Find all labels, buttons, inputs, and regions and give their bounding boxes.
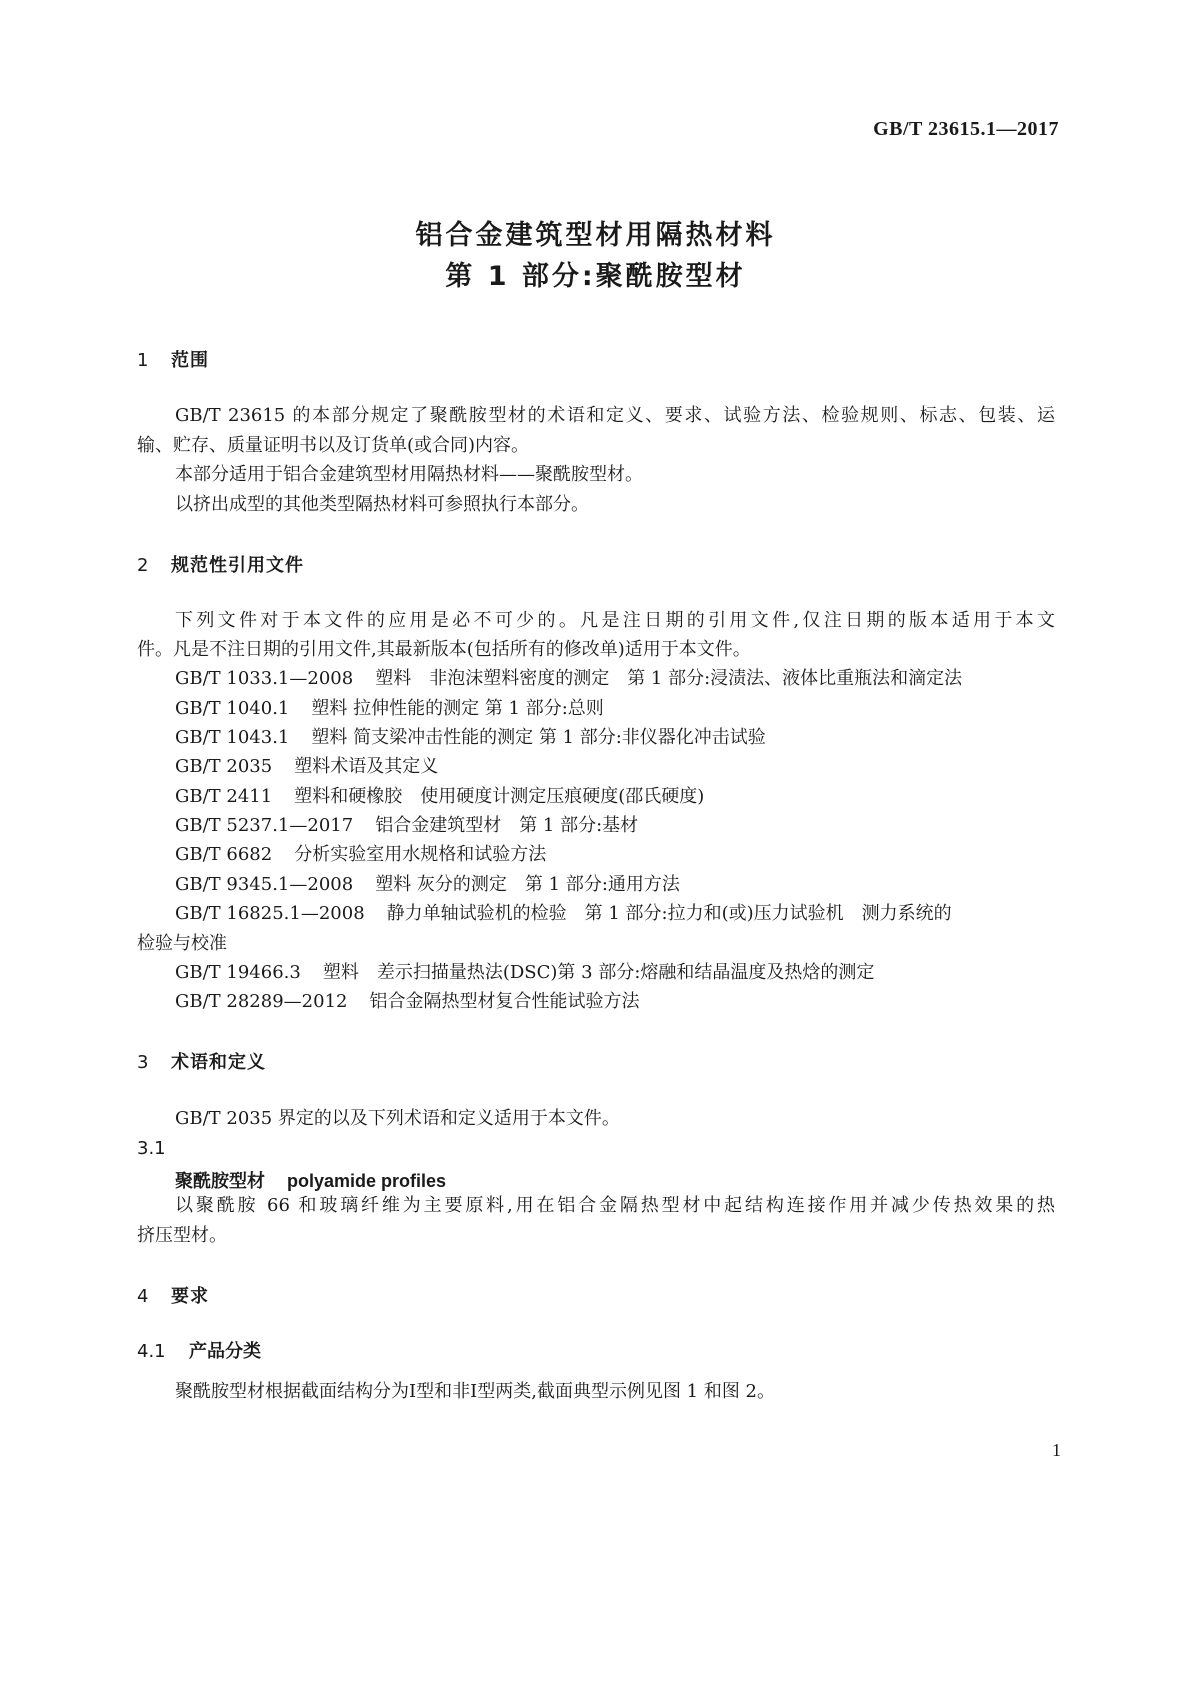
reference-code: GB/T 1043.1 (175, 727, 290, 748)
section-number: 2 (137, 555, 150, 576)
term-number: 3.1 (137, 1138, 166, 1159)
paragraph-line: GB/T 2035 界定的以及下列术语和定义适用于本文件。 (175, 1108, 620, 1129)
reference-title: 塑料 拉伸性能的测定 第 1 部分:总则 (311, 698, 604, 719)
reference-item (175, 664, 1055, 694)
section-1-heading (137, 346, 209, 372)
paragraph-line: GB/T 23615 的本部分规定了聚酰胺型材的术语和定义、要求、试验方法、检验规则、标志、包装、运 (175, 405, 1055, 426)
section-3-heading (137, 1048, 266, 1074)
page-number: 1 (1052, 1440, 1061, 1460)
reference-code: GB/T 2035 (175, 756, 273, 777)
reference-item (175, 811, 1055, 841)
reference-item (175, 694, 1055, 724)
reference-item (175, 899, 1055, 929)
reference-title: 塑料和硬橡胶 使用硬度计测定压痕硬度(邵氏硬度) (294, 786, 705, 807)
reference-item (175, 870, 1055, 900)
reference-item (175, 723, 1055, 753)
reference-code: GB/T 2411 (175, 786, 273, 807)
paragraph-line: 下列文件对于本文件的应用是必不可少的。凡是注日期的引用文件,仅注日期的版本适用于本文 (175, 610, 1055, 631)
section-2-heading (137, 551, 304, 577)
reference-title: 分析实验室用水规格和试验方法 (294, 844, 547, 865)
reference-item (175, 958, 1055, 988)
standard-code: GB/T 23615.1—2017 (873, 118, 1059, 140)
subsection-number: 4.1 (137, 1341, 166, 1362)
reference-title: 塑料 灰分的测定 第 1 部分:通用方法 (375, 874, 680, 895)
paragraph-line: 输、贮存、质量证明书以及订货单(或合同)内容。 (137, 435, 530, 456)
reference-item (175, 840, 1055, 870)
section-number: 1 (137, 350, 150, 371)
title-line-2: 第 1 部分:聚酰胺型材 (445, 261, 746, 292)
reference-title: 塑料 差示扫描量热法(DSC)第 3 部分:熔融和结晶温度及热焓的测定 (322, 962, 875, 983)
reference-code: GB/T 28289—2012 (175, 991, 348, 1012)
paragraph-line: 件。凡是不注日期的引用文件,其最新版本(包括所有的修改单)适用于本文件。 (137, 639, 751, 660)
term-english: polyamide profiles (287, 1171, 447, 1191)
reference-code: GB/T 5237.1—2017 (175, 815, 354, 836)
paragraph-line: 聚酰胺型材根据截面结构分为Ⅰ型和非Ⅰ型两类,截面典型示例见图 1 和图 2。 (175, 1381, 776, 1402)
reference-code: GB/T 6682 (175, 844, 273, 865)
paragraph-line: 本部分适用于铝合金建筑型材用隔热材料——聚酰胺型材。 (175, 464, 643, 485)
reference-code: GB/T 1033.1—2008 (175, 668, 354, 689)
paragraph-line: 以挤出成型的其他类型隔热材料可参照执行本部分。 (175, 494, 589, 515)
reference-code: GB/T 1040.1 (175, 698, 290, 719)
title-line-1: 铝合金建筑型材用隔热材料 (415, 220, 776, 251)
section-number: 4 (137, 1286, 150, 1307)
section-4-heading (137, 1282, 209, 1308)
reference-code: GB/T 9345.1—2008 (175, 874, 354, 895)
section-number: 3 (137, 1052, 150, 1073)
section-title: 要求 (171, 1286, 209, 1307)
reference-item (175, 752, 1055, 782)
term-entry (175, 1167, 446, 1193)
section-title: 术语和定义 (171, 1052, 266, 1073)
reference-continuation: 检验与校准 (137, 933, 227, 954)
reference-title: 铝合金建筑型材 第 1 部分:基材 (375, 815, 639, 836)
subsection-4-1-heading (137, 1337, 261, 1363)
reference-item (175, 987, 1055, 1017)
section-title: 规范性引用文件 (171, 555, 304, 576)
definition-line: 以聚酰胺 66 和玻璃纤维为主要原料,用在铝合金隔热型材中起结构连接作用并减少传热效果的热 (175, 1195, 1055, 1216)
term-chinese: 聚酰胺型材 (175, 1171, 265, 1192)
definition-line: 挤压型材。 (137, 1225, 227, 1246)
reference-code: GB/T 19466.3 (175, 962, 301, 983)
reference-title: 塑料 非泡沫塑料密度的测定 第 1 部分:浸渍法、液体比重瓶法和滴定法 (375, 668, 963, 689)
reference-title: 塑料术语及其定义 (294, 756, 439, 777)
reference-code: GB/T 16825.1—2008 (175, 903, 365, 924)
reference-title: 铝合金隔热型材复合性能试验方法 (369, 991, 640, 1012)
reference-title: 塑料 简支梁冲击性能的测定 第 1 部分:非仪器化冲击试验 (311, 727, 766, 748)
section-title: 范围 (171, 350, 209, 371)
subsection-title: 产品分类 (189, 1341, 261, 1362)
reference-item (175, 782, 1055, 812)
reference-title: 静力单轴试验机的检验 第 1 部分:拉力和(或)压力试验机 测力系统的 (386, 903, 952, 924)
